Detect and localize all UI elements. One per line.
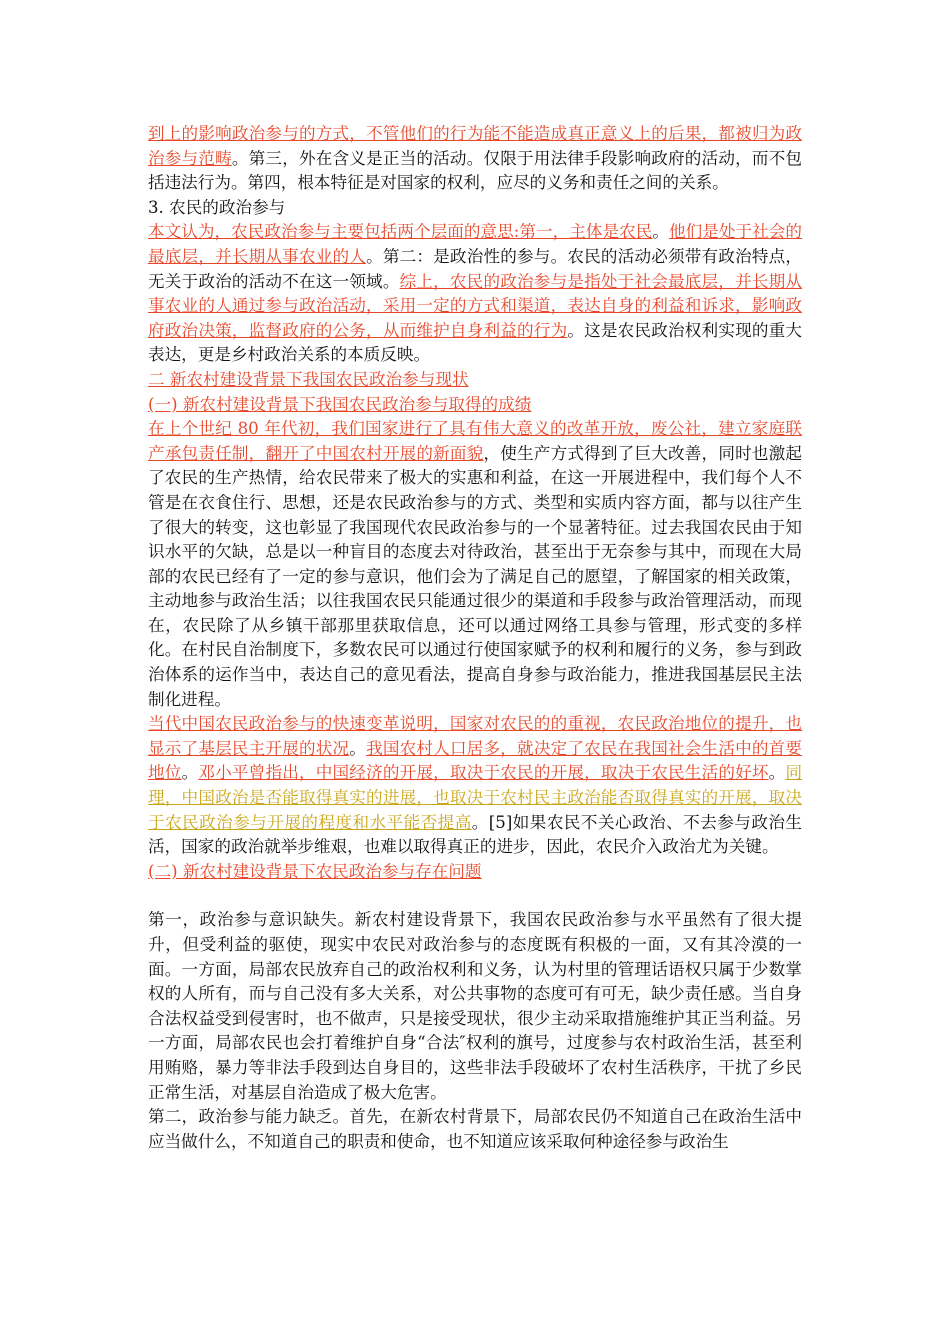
- highlight-text: 到上的影响政治参与的方式，不管他们的行为能不能造成真正意义上的后果，都被归为政治参与范畴: [148, 124, 802, 168]
- body-text: ，使生产方式得到了巨大改善，同时也激起了农民的生产热情，给农民带来了极大的实惠和利益，在这一开展进程中，我们每个人不管是在衣食住行、思想，还是农民政治参与的方式、类型和实质内容方面，都与以往产生了很大的转变，这也彰显了我国现代农民政治参与的一个显著特征。过去我国农民由于知识水平的欠缺，总是以一种盲目的态度去对待政治，甚至出于无奈参与其中，而现在大局部的农民已经有了一定的参与意识，他们会为了满足自己的愿望，了解国家的相关政策，主动地参与政治生活；以往我国农民只能通过很少的渠道和手段参与政治管理活动，而现在，农民除了从乡镇干部那里获取信息，还可以通过网络工具参与管理，形式变的多样化。在村民自治制度下，多数农民可以通过行使国家赋予的权利和履行的义务，参与到政治体系的运作当中，表达自己的意见看法，提高自身参与政治能力，推进我国基层民主法制化进程。: [148, 443, 803, 709]
- highlight-text: 他们是处于社会的最底层，并长期从事农业的人: [148, 222, 803, 266]
- highlight-text: 综上，农民的政治参与是指处于社会最底层，并长期从事农业的人通过参与政治活动，采用一定的方式和渠道，表达自身的利益和诉求，影响政府政治决策，监督政府的公务，从而维护自身利益的行为: [148, 271, 803, 340]
- body-text: 。: [652, 222, 670, 242]
- paragraph-achievements: [148, 417, 802, 712]
- body-text: 。第二：是政治性的参与。农民的活动必须带有政治特点，无关于政治的活动不在这一领域。: [148, 246, 803, 291]
- paragraph-awareness-lacking: 第一，政治参与意识缺失。新农村建设背景下，我国农民政治参与水平虽然有了很大提升，但受利益的驱使，现实中农民对政治参与的态度既有积极的一面，又有其冷漠的一面。一方面，局部农民放弃自己的政治权利和义务，认为村里的管理话语权只属于少数掌权的人所有，而与自己没有多大关系，对公共事物的态度可有可无，缺少责任感。当自身合法权益受到侵害时，也不做声，只是接受现状，很少主动采取措施维护其正当利益。另一方面，局部农民也会打着维护自身“合法″权利的旗号，过度参与农村政治生活，甚至利用贿赂，暴力等非法手段到达自身目的，这些非法手段破坏了农村生活秩序，干扰了乡民正常生活，对基层自治造成了极大危害。: [148, 910, 802, 1102]
- highlight-text-yellow: 同理，中国政治是否能取得真实的进展，也取决于农村民主政治能否取得真实的开展，取决于农民政治参与开展的程度和水平能否提高: [148, 763, 803, 832]
- subheading-farmers-participation: 3. 农民的政治参与: [148, 197, 286, 217]
- section-heading-2: 二 新农村建设背景下我国农民政治参与现状: [148, 369, 469, 389]
- highlight-text: 在上个世纪 80 年代初，我们国家进行了具有伟大意义的改革开放，废公社，建立家庭联产承包责任制，翻开了中国农村开展的新面貌: [148, 419, 802, 463]
- blank-line: [148, 884, 802, 908]
- paragraph-rapid-change: [148, 712, 802, 860]
- subsection-heading-1: (一) 新农村建设背景下我国农民政治参与取得的成绩: [148, 394, 532, 414]
- body-text: 。[5]如果农民不关心政治、不去参与政治生活，国家的政治就举步维艰，也难以取得真正的进步，因此，农民介入政治尤为关键。: [148, 812, 802, 857]
- body-text: 。这是农民政治权利实现的重大表达，更是乡村政治关系的本质反映。: [148, 320, 803, 365]
- paragraph-farmers-definition: [148, 220, 802, 368]
- highlight-text: 当代中国农民政治参与的快速变革说明，国家对农民的的重视，农民政治地位的提升，也显示了基层民主开展的状况: [148, 714, 802, 758]
- highlight-text: 邓小平曾指出，中国经济的开展，取决于农民的开展，取决于农民生活的好坏: [198, 763, 769, 783]
- body-text: 。: [768, 763, 786, 783]
- body-text: 。: [349, 738, 367, 758]
- paragraph-ability-lacking: 第二，政治参与能力缺乏。首先，在新农村背景下，局部农民仍不知道自己在政治生活中应当做什么，不知道自己的职责和使命，也不知道应该采取何种途径参与政治生: [148, 1107, 802, 1151]
- body-text: 。: [181, 763, 199, 783]
- highlight-text: 我国农村人口居多，就决定了农民在我国社会生活中的首要地位: [148, 738, 803, 783]
- paragraph-definition-end: [148, 122, 802, 196]
- body-text: 。第三，外在含义是正当的活动。仅限于用法律手段影响政府的活动，而不包括违法行为。第四，根本特征是对国家的权利，应尽的义务和责任之间的关系。: [148, 148, 803, 193]
- subsection-heading-2: (二) 新农村建设背景下农民政治参与存在问题: [148, 861, 482, 881]
- highlight-text: 本文认为，农民政治参与主要包括两个层面的意思:第一，主体是农民: [148, 222, 653, 242]
